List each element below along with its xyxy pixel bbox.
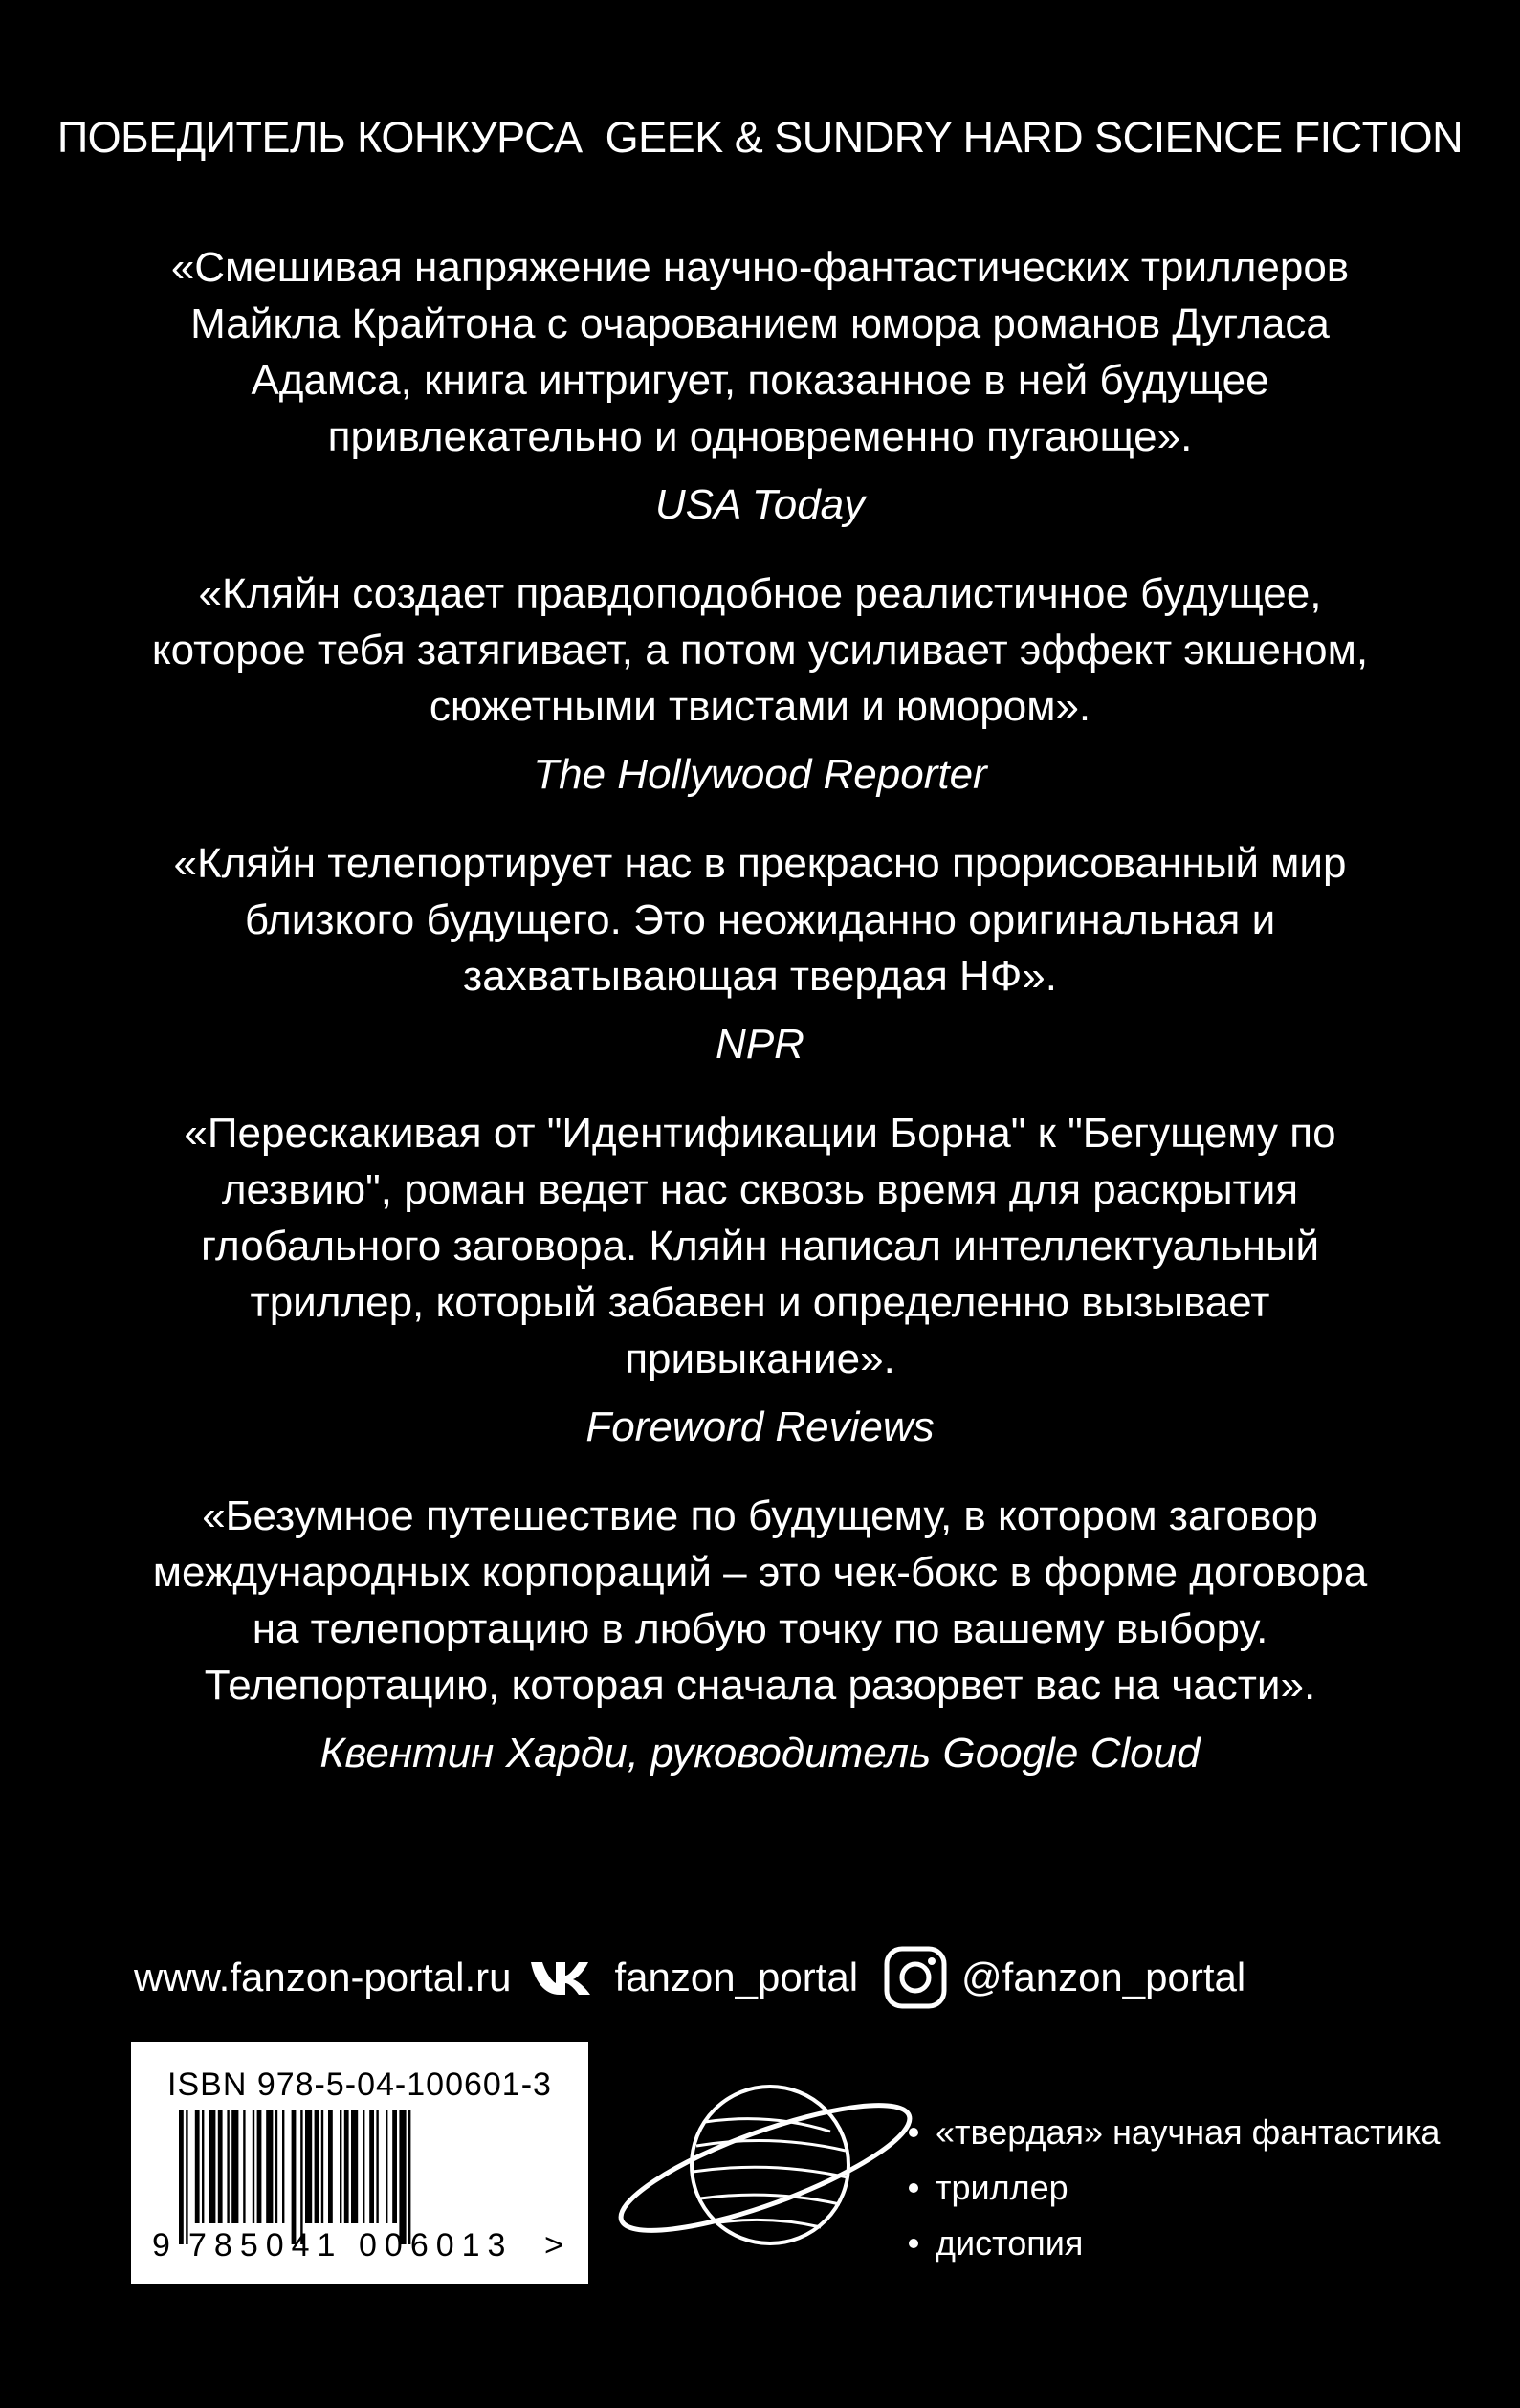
- genre-label: триллер: [936, 2168, 1068, 2207]
- barcode-bar: [275, 2110, 277, 2223]
- quote-line: которое тебя затягивает, а потом усиливает эффект экшеном,: [151, 627, 1369, 674]
- barcode-bar: [218, 2110, 223, 2223]
- instagram-link[interactable]: @fanzon_portal: [961, 1955, 1246, 1999]
- barcode-bar: [351, 2110, 358, 2223]
- planet-icon: [612, 2055, 918, 2280]
- review-quote: [81, 239, 1440, 465]
- genre-item: [909, 2216, 1440, 2271]
- quote-line: международных корпораций – это чек-бокс в форме договора: [152, 1549, 1368, 1596]
- barcode-bar: [231, 2110, 238, 2223]
- quote-line: «Смешивая напряжение научно-фантастических триллеров: [170, 244, 1350, 291]
- quote-line: «Кляйн телепортирует нас в прекрасно прорисованный мир: [173, 840, 1347, 887]
- review-hollywood-reporter: [81, 565, 1440, 803]
- barcode-bar: [321, 2110, 323, 2223]
- review-npr: [81, 835, 1440, 1072]
- barcode-bar: [227, 2110, 229, 2223]
- barcode-bar: [399, 2110, 406, 2244]
- barcode-bar: [179, 2110, 184, 2244]
- genre-label: дистопия: [936, 2223, 1084, 2263]
- barcode-digits-right: 006013: [359, 2227, 514, 2264]
- barcode-graphic: [150, 2110, 571, 2264]
- quote-line: триллер, который забавен и определенно вызывает: [250, 1279, 1270, 1326]
- barcode-bar: [408, 2110, 410, 2244]
- barcode-bar: [363, 2110, 364, 2223]
- instagram-icon: [883, 1945, 948, 2010]
- bullet-icon: [909, 2128, 918, 2137]
- contacts-bar: [134, 1940, 1387, 2015]
- barcode-bar: [376, 2110, 378, 2223]
- barcode-bar: [344, 2110, 349, 2223]
- quote-line: Майкла Крайтона с очарованием юмора романов Дугласа: [190, 300, 1330, 347]
- barcode-digit-first: 9: [152, 2227, 170, 2264]
- barcode-bars: [179, 2110, 410, 2244]
- barcode-bar: [328, 2110, 333, 2223]
- barcode-bar: [305, 2110, 312, 2223]
- quote-line: близкого будущего. Это неожиданно оригинальная и: [244, 896, 1276, 943]
- isbn-label: ISBN 978-5-04-100601-3: [167, 2066, 552, 2103]
- review-quote: [81, 835, 1440, 1005]
- quote-line: Телепортацию, которая сначала разорвет вас на части».: [204, 1662, 1316, 1709]
- review-foreword-reviews: [81, 1105, 1440, 1455]
- quote-line: «Кляйн создает правдоподобное реалистичное будущее,: [198, 570, 1322, 617]
- quote-line: сюжетными твистами и юмором».: [429, 683, 1091, 730]
- quote-line: привлекательно и одновременно пугающе».: [327, 413, 1193, 460]
- barcode-quiet-mark: >: [544, 2227, 563, 2264]
- genre-item: [909, 2105, 1440, 2160]
- barcode-bar: [282, 2110, 284, 2223]
- barcode-bar: [195, 2110, 200, 2223]
- review-source: The Hollywood Reporter: [533, 751, 987, 798]
- barcode-bar: [209, 2110, 215, 2223]
- barcode-bar: [243, 2110, 245, 2223]
- review-source: Квентин Харди, руководитель Google Cloud: [319, 1730, 1201, 1777]
- review-source: Foreword Reviews: [585, 1403, 935, 1450]
- quote-line: Адамса, книга интригует, показанное в ней будущее: [251, 357, 1269, 404]
- review-usa-today: [81, 239, 1440, 533]
- review-quote: [81, 1488, 1440, 1713]
- quote-line: «Перескакивая от "Идентификации Борна" к "Бегущему по: [184, 1110, 1336, 1157]
- review-source: USA Today: [654, 481, 866, 528]
- review-source: NPR: [716, 1021, 804, 1068]
- barcode-digits-left: 785041: [188, 2227, 343, 2264]
- isbn-barcode: [131, 2042, 588, 2284]
- website-link[interactable]: www.fanzon-portal.ru: [134, 1955, 512, 1999]
- barcode-bar: [292, 2110, 297, 2244]
- barcode-bar: [340, 2110, 341, 2223]
- barcode-bar: [186, 2110, 187, 2244]
- quote-line: глобального заговора. Кляйн написал интеллектуальный: [200, 1223, 1320, 1270]
- quote-line: привыкание».: [625, 1336, 895, 1382]
- review-quote: [81, 1105, 1440, 1387]
- genre-list: [909, 2105, 1440, 2271]
- bullet-icon: [909, 2183, 918, 2193]
- quote-line: лезвию", роман ведет нас сквозь время для раскрытия: [221, 1166, 1299, 1213]
- barcode-bar: [392, 2110, 397, 2223]
- barcode-bar: [300, 2110, 302, 2244]
- barcode-bar: [266, 2110, 273, 2223]
- genre-item: [909, 2160, 1440, 2216]
- review-quentin-hardy: [81, 1488, 1440, 1781]
- reviews-section: [0, 239, 1520, 1814]
- bullet-icon: [909, 2239, 918, 2248]
- quote-line: захватывающая твердая НФ».: [463, 953, 1057, 1000]
- barcode-bar: [202, 2110, 204, 2223]
- barcode-bar: [315, 2110, 319, 2223]
- genre-label: «твердая» научная фантастика: [936, 2112, 1441, 2152]
- quote-line: на телепортацию в любую точку по вашему выбору.: [252, 1605, 1268, 1652]
- vk-icon: [529, 1958, 600, 1997]
- barcode-bar: [386, 2110, 387, 2223]
- barcode-bar: [253, 2110, 254, 2223]
- quote-line: «Безумное путешествие по будущему, в котором заговор: [202, 1492, 1318, 1539]
- barcode-bar: [369, 2110, 374, 2223]
- award-banner: ПОБЕДИТЕЛЬ КОНКУРСА GEEK & SUNDRY HARD SCIENCE FICTION: [56, 113, 1464, 162]
- vk-link[interactable]: fanzon_portal: [614, 1955, 859, 1999]
- barcode-bar: [257, 2110, 262, 2223]
- review-quote: [81, 565, 1440, 735]
